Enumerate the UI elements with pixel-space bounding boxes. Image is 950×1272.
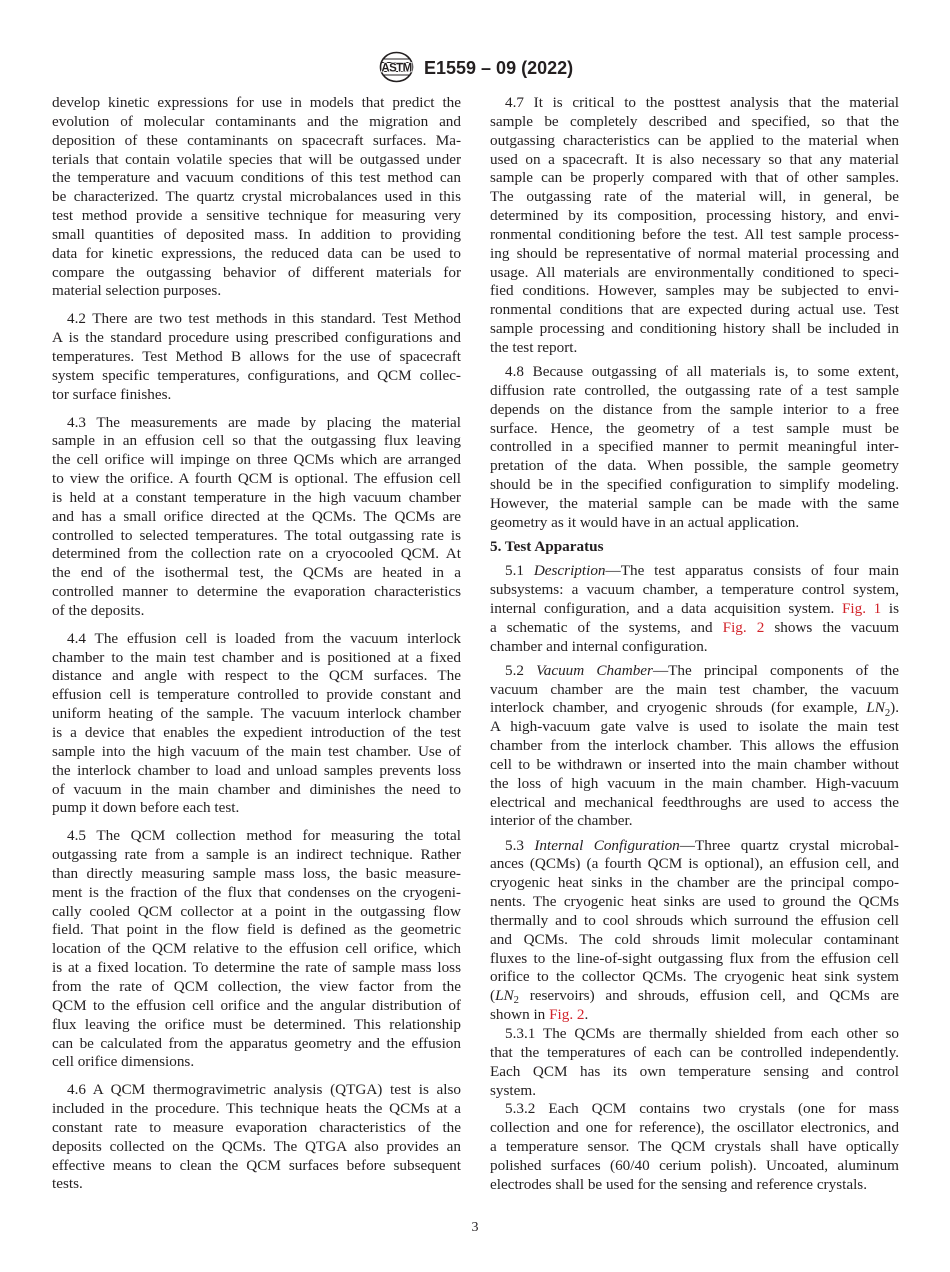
text-line: system.	[490, 1081, 536, 1099]
text-line: the loss of high vacuum in the main chamber. High-vacuum	[490, 774, 899, 792]
text-line: chamber to the main test chamber and is positioned at a fixed	[52, 648, 461, 666]
text-line: than directly measuring sample mass loss, the basic measure-	[52, 864, 461, 882]
paragraph-4-3	[52, 414, 461, 621]
text-line: A high-vacuum gate valve is used to isolate the main test	[490, 718, 899, 736]
text-line: QCM to the effusion cell orifice and the angular distribution of	[52, 996, 461, 1014]
paragraph-5-3	[490, 837, 899, 1025]
text-line: 4.8 Because outgassing of all materials is, to some extent,	[505, 363, 899, 381]
italic-term: LN	[866, 699, 885, 717]
text-line: develop kinetic expressions for use in models that predict the	[52, 94, 461, 111]
text-run: —The test apparatus consists of four main	[605, 562, 899, 580]
paragraph-4-6	[52, 1081, 461, 1194]
text-line: cell orifice dimensions.	[52, 1053, 195, 1071]
text-line: thermally and to cool shrouds which surround the effusion cell	[490, 911, 899, 929]
text-line: a temperature sensor. The QCM crystals shall have optically	[490, 1138, 899, 1156]
text-line: pretation of the data. When possible, the sample geometry	[490, 457, 899, 475]
text-line: of vacuum in the main chamber and diminishes the need to	[52, 780, 461, 798]
text-line: 5. Test Apparatus	[490, 538, 604, 555]
text-run: .	[584, 1006, 589, 1024]
text-line: subsystems: a vacuum chamber, a temperature control system,	[490, 580, 899, 598]
text-line: collection and one for reference), the oscillator electronics, and	[490, 1119, 899, 1137]
text-line	[490, 662, 899, 681]
text-line: flux leaving the orifice must be determined. This relationship	[52, 1015, 461, 1033]
text-line: nents. The cryogenic heat sinks are used to ground the QCMs	[490, 893, 899, 911]
text-line: compare the outgassing behavior of different materials for	[52, 263, 461, 281]
text-line: effective means to clean the QCM surfaces before subsequent	[52, 1156, 461, 1174]
italic-term: Vacuum Chamber	[536, 661, 653, 679]
text-line: material selection purposes.	[52, 282, 222, 300]
figure-link[interactable]: Fig. 1	[841, 599, 882, 617]
text-run: interlock chamber, and cryogenic shrouds (for example,	[490, 699, 867, 717]
text-line: sample in an effusion cell so that the outgassing flux leaving	[52, 432, 461, 450]
text-line: sample into the high vacuum of the main test chamber. Use of	[52, 742, 461, 760]
text-run: (	[490, 987, 496, 1005]
figure-link[interactable]: Fig. 2	[549, 1006, 585, 1024]
paragraph-5-1	[490, 562, 899, 656]
standard-designation: E1559 – 09 (2022)	[424, 58, 574, 78]
text-run: internal configuration, and a data acquisition system.	[490, 599, 842, 617]
text-line: The outgassing rate of the material will, in general, be	[490, 188, 899, 206]
text-line: the end of the isothermal test, the QCMs are heated in a	[52, 564, 461, 582]
text-line: temperatures. Test Method B allows for the use of spacecraft	[52, 347, 461, 365]
text-line: A is the standard procedure using prescribed configurations and	[52, 329, 461, 347]
text-line: is at a fixed location. To determine the rate of sample mass loss	[52, 959, 461, 977]
paragraph-4-4	[52, 630, 461, 818]
text-line: system specific temperatures, configurations, and QCM collec-	[52, 366, 461, 384]
text-line: controlled to selected temperatures. The total outgassing rate is	[52, 526, 461, 544]
paragraph-4-5	[52, 827, 461, 1072]
text-line: used on a spacecraft. It is also necessary so that any material	[490, 150, 899, 168]
astm-logo	[379, 51, 414, 83]
text-line: 4.6 A QCM thermogravimetric analysis (QTGA) test is also	[67, 1081, 461, 1099]
text-run: —The principal components of the	[652, 661, 899, 679]
text-line: included in the procedure. This technique heats the QCMs at a	[52, 1100, 461, 1118]
text-line: sample be completely described and specified, so that the	[490, 112, 899, 130]
text-line: fied conditions. However, samples may be subjected to envi-	[490, 282, 899, 300]
text-line: field. That point in the flow field is defined as the geometric	[52, 921, 461, 939]
text-run: a schematic of the systems, and	[490, 618, 723, 636]
text-line: 4.5 The QCM collection method for measuring the total	[67, 827, 461, 845]
text-line: and QCMs. The cold shrouds limit molecular contaminant	[490, 930, 899, 948]
text-line: electrodes shall be used for the sensing and reference crystals.	[490, 1175, 868, 1193]
text-line: 4.7 It is critical to the posttest analysis that the material	[505, 94, 899, 111]
text-line: controlled manner to determine the evaporation characteristics	[52, 583, 461, 601]
text-line: test method provide a sensitive technique for measuring very	[52, 207, 461, 225]
text-line: 5.3.1 The QCMs are thermally shielded from each other so	[505, 1024, 899, 1042]
text-line: cally cooled QCM collector at a point in the outgassing flow	[52, 902, 461, 920]
text-line: electrical and mechanical feedthroughs are used to access the	[490, 793, 899, 811]
text-run: 5.3	[505, 836, 535, 854]
text-line: pump it down before each test.	[52, 799, 240, 817]
text-line: 4.3 The measurements are made by placing the material	[67, 413, 461, 431]
text-line: deposition of these contaminants on spacecraft surfaces. Ma-	[52, 131, 461, 149]
text-line: interior of the chamber.	[490, 812, 633, 830]
text-line: chamber from the interlock chamber. This allows the effusion	[490, 737, 899, 755]
text-run: shown in	[490, 1006, 550, 1024]
text-line: fluxes to the line-of-sight outgassing flux from the effusion cell	[490, 949, 899, 967]
text-line: small quantities of deposited mass. In addition to providing	[52, 225, 461, 243]
text-line: controlled in a specified manner to permit meaningful inter-	[490, 438, 899, 456]
text-run: reservoirs) and shrouds, effusion cell, and QCMs are	[518, 987, 899, 1005]
text-line: is a device that enables the expedient introduction of the test	[52, 724, 461, 741]
text-line: 5.3.2 Each QCM contains two crystals (one for mass	[505, 1100, 899, 1118]
text-line	[490, 1006, 899, 1025]
text-line: sample can be properly compared with that of other samples.	[490, 169, 899, 187]
text-line: 4.2 There are two test methods in this standard. Test Method	[67, 310, 461, 328]
text-line: data for kinetic expressions, the reduced data can be used to	[52, 244, 461, 262]
text-line: terials that contain volatile species that will be outgassed under	[52, 150, 461, 168]
text-line: the cell orifice will impinge on three QCMs which are arranged	[52, 451, 461, 469]
text-line	[490, 987, 899, 1006]
text-line: effusion cell is temperature controlled to provide constant and	[52, 686, 461, 704]
paragraph-5-3-1	[490, 1025, 899, 1100]
paragraph-4-2	[52, 310, 461, 404]
text-line: sample processing and conditioning history shall be included in	[490, 320, 899, 338]
paragraph-4-1-continued	[52, 94, 461, 301]
text-line: tor surface finishes.	[52, 385, 172, 403]
text-line: evolution of molecular contaminants and the migration and	[52, 112, 461, 130]
text-line: orifice to the collector QCMs. The cryogenic heat sink system	[490, 968, 899, 986]
text-line: ment is the fraction of the flux that condenses on the cryogeni-	[52, 883, 461, 901]
text-line: the temperature and vacuum conditions of this test method can	[52, 169, 461, 187]
paragraph-5-2	[490, 662, 899, 832]
italic-term: Internal Configuration	[534, 836, 680, 854]
text-line: However, the material sample can be made with the same	[490, 495, 899, 513]
text-line	[490, 837, 899, 856]
text-line: tests.	[52, 1175, 83, 1193]
text-line: outgassing characteristics can be applied to the material when	[490, 131, 899, 149]
text-line: determined from the collection rate on a cryocooled QCM. At	[52, 545, 461, 563]
paragraph-4-8	[490, 363, 899, 533]
text-line: that the temperatures of each can be controlled independently.	[490, 1043, 899, 1061]
text-line: uniform heating of the sample. The vacuum interlock chamber	[52, 705, 461, 723]
text-line: ances (QCMs) (a fourth QCM is optional), an effusion cell, and	[490, 855, 899, 873]
italic-term: LN	[495, 987, 514, 1005]
text-line: depends on the distance from the sample interior to a free	[490, 400, 899, 418]
text-line: can be calculated from the apparatus geometry and the effusion	[52, 1034, 461, 1052]
text-line: vacuum chamber are the main test chamber, the vacuum	[490, 680, 899, 698]
text-line: distance and angle with respect to the QCM surfaces. The	[52, 667, 461, 685]
text-line: outgassing rate from a sample is an indirect technique. Rather	[52, 846, 461, 864]
figure-link[interactable]: Fig. 2	[722, 618, 765, 636]
text-line: geometry as it would have in an actual application.	[490, 513, 800, 531]
text-line: surface. Hence, the geometry of a test sample must be	[490, 419, 899, 437]
text-line	[490, 562, 899, 581]
right-column	[490, 94, 899, 1195]
text-line: of the deposits.	[52, 601, 145, 619]
text-line: polished surfaces (60/40 cerium polish). Uncoated, aluminum	[490, 1156, 899, 1174]
text-line: ronmental conditioning before the test. All test sample process-	[490, 225, 899, 243]
text-line: diffusion rate controlled, the outgassing rate of a test sample	[490, 381, 899, 399]
text-line: location of the QCM relative to the effusion cell orifice, which	[52, 940, 461, 958]
text-line: and has a small orifice directed at the QCMs. The QCMs are	[52, 507, 461, 525]
text-run: 5.1	[505, 562, 534, 580]
subscript: 2	[884, 707, 891, 719]
text-line: ronmental conditions that are expected during actual use. Test	[490, 301, 899, 319]
page-number: 3	[471, 1220, 479, 1235]
subscript: 2	[513, 995, 519, 1007]
text-run: ).	[890, 699, 899, 717]
logo-lettering: ASTM	[381, 62, 412, 75]
text-line: determined by its composition, processing history, and envi-	[490, 207, 899, 225]
left-column	[52, 94, 461, 1194]
text-line	[490, 619, 899, 638]
text-line: cell to be withdrawn or inserted into the main chamber without	[490, 755, 899, 773]
text-line: is held at a constant temperature in the high vacuum chamber	[52, 488, 461, 506]
section-heading-5	[490, 538, 899, 557]
text-line: should be in the specified configuration to simplify modeling.	[490, 476, 899, 494]
text-line: Each QCM has its own temperature sensing and control	[490, 1062, 899, 1080]
text-line: ing should be representative of normal material processing and	[490, 244, 899, 262]
text-line: the interlock chamber to load and unload samples prevents loss	[52, 761, 461, 779]
text-line: constant rate to measure evaporation characteristics of the	[52, 1118, 461, 1136]
italic-term: Description	[533, 562, 606, 580]
paragraph-5-3-2	[490, 1100, 899, 1194]
text-line: chamber and internal configuration.	[490, 637, 708, 655]
text-line: usage. All materials are environmentally conditioned to speci-	[490, 263, 899, 281]
text-line: from the rate of QCM collection, the view factor from the	[52, 977, 461, 995]
paragraph-4-7	[490, 94, 899, 358]
text-line: cryogenic heat sinks in the chamber are the principal compo-	[490, 874, 899, 892]
text-line	[490, 600, 899, 619]
text-run: is	[881, 599, 899, 617]
text-line: deposits collected on the QCMs. The QTGA also provides an	[52, 1137, 461, 1155]
text-line: to view the orifice. A fourth QCM is optional. The effusion cell	[52, 470, 461, 488]
text-run: —Three quartz crystal microbal-	[679, 836, 899, 854]
text-line: be characterized. The quartz crystal microbalances used in this	[52, 188, 461, 206]
text-line: 4.4 The effusion cell is loaded from the vacuum interlock	[67, 629, 461, 647]
text-line	[490, 699, 899, 718]
text-run: 5.2	[505, 661, 537, 679]
text-line: the test report.	[490, 338, 578, 356]
text-run: shows the vacuum	[764, 618, 900, 636]
